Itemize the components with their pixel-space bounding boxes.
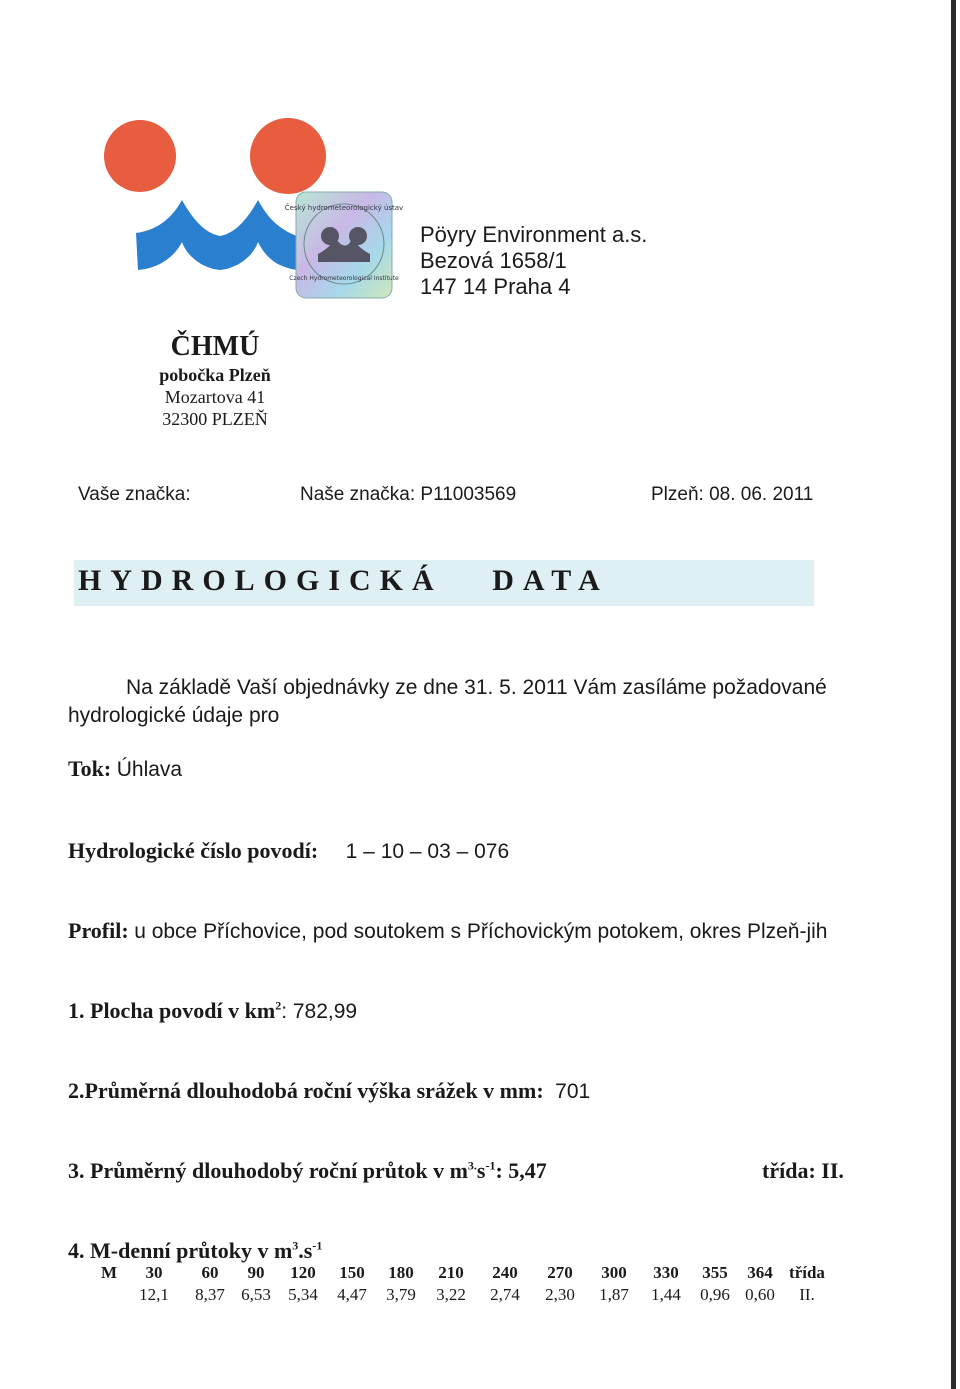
- m-header-row: [96, 1262, 834, 1284]
- mdenni-sup1: 3: [292, 1238, 299, 1253]
- m-value-cell: 1,87: [599, 1285, 629, 1304]
- field-hcp: [68, 838, 509, 864]
- seal-text-top: Český hydrometeorologický ústav: [284, 204, 404, 212]
- m-header-cell: 30: [145, 1263, 163, 1282]
- field-mdenni: [68, 1238, 322, 1264]
- m-value-cell: 1,44: [651, 1285, 681, 1304]
- m-header-cell: 364: [747, 1263, 773, 1282]
- m-value-cell: II.: [799, 1285, 815, 1304]
- srazky-value: 701: [555, 1080, 591, 1103]
- prutok-label: 3. Průměrný dlouhodobý roční průtok v m: [68, 1158, 468, 1183]
- m-header-cell: 120: [290, 1263, 316, 1282]
- recipient-company: Pöyry Environment a.s.: [420, 222, 648, 247]
- m-value-cell: 3,79: [386, 1285, 416, 1304]
- mdenni-s: .s: [298, 1238, 313, 1263]
- seal-text-bottom: Czech Hydrometeorological Institute: [289, 275, 399, 282]
- mdenni-sup2: -1: [312, 1238, 323, 1253]
- m-header-cell: 180: [388, 1263, 414, 1282]
- field-prutok: [68, 1158, 547, 1184]
- m-value-cell: 2,74: [490, 1285, 520, 1304]
- recipient-address: [420, 222, 647, 300]
- m-header-cell: 355: [702, 1263, 728, 1282]
- field-plocha: [68, 998, 357, 1024]
- hcp-label: Hydrologické číslo povodí:: [68, 838, 319, 863]
- m-header-cell: M: [100, 1263, 118, 1282]
- m-header-cell: 210: [438, 1263, 464, 1282]
- title-part2: DATA: [492, 564, 609, 597]
- title-part1: HYDROLOGICKÁ: [78, 564, 443, 597]
- m-value-cell: 8,37: [195, 1285, 225, 1304]
- field-trida: [762, 1158, 844, 1184]
- prutok-value: : 5,47: [495, 1158, 547, 1183]
- tok-value: Úhlava: [116, 758, 183, 781]
- m-header-cell: 90: [247, 1263, 265, 1282]
- recipient-street: Bezová 1658/1: [420, 248, 567, 273]
- m-header-cell: 60: [201, 1263, 219, 1282]
- m-value-cell: 5,34: [288, 1285, 318, 1304]
- sender-name: ČHMÚ: [170, 331, 260, 362]
- m-value-cell: 12,1: [139, 1285, 169, 1304]
- intro-line-2: hydrologické údaje pro: [68, 704, 280, 727]
- m-value-cell: 6,53: [241, 1285, 271, 1304]
- prutok-sup2: -1: [485, 1158, 496, 1173]
- sender-address: [140, 330, 290, 430]
- m-header-cell: 330: [653, 1263, 679, 1282]
- our-reference: Naše značka: P11003569: [300, 484, 517, 505]
- recipient-city: 147 14 Praha 4: [420, 274, 571, 299]
- field-profil: [68, 918, 828, 944]
- plocha-sup: 2: [275, 998, 282, 1013]
- plocha-value: : 782,99: [281, 1000, 358, 1023]
- place-date: Plzeň: 08. 06. 2011: [651, 484, 814, 505]
- sender-street: Mozartova 41: [164, 387, 266, 407]
- srazky-label: 2.Průměrná dlouhodobá roční výška srážek v mm:: [68, 1078, 544, 1103]
- m-header-cell: 300: [601, 1263, 627, 1282]
- sender-city: 32300 PLZEŇ: [162, 409, 268, 429]
- profil-label: Profil:: [68, 918, 129, 943]
- mdenni-label: 4. M-denní průtoky v m: [68, 1238, 293, 1263]
- trida-label: třída: II.: [762, 1158, 844, 1183]
- field-srazky: [68, 1078, 590, 1104]
- m-value-cell: 4,47: [337, 1285, 367, 1304]
- prutok-sup1: 3.: [467, 1158, 477, 1173]
- prutok-s: s: [476, 1158, 486, 1183]
- tok-label: Tok:: [68, 756, 112, 781]
- m-header-cell: 270: [547, 1263, 573, 1282]
- m-value-cell: 0,96: [700, 1285, 730, 1304]
- m-value-cell: 0,60: [745, 1285, 775, 1304]
- logo-left-circle: [104, 120, 176, 192]
- intro-line-1: Na základě Vaší objednávky ze dne 31. 5. 2011 Vám zasíláme požadované: [126, 676, 827, 699]
- your-reference: Vaše značka:: [78, 484, 191, 505]
- field-tok: [68, 756, 182, 782]
- m-value-cell: 2,30: [545, 1285, 575, 1304]
- m-header-cell: třída: [789, 1263, 825, 1282]
- chmi-seal-icon: [284, 190, 404, 300]
- document-title: [78, 564, 609, 598]
- m-header-cell: 240: [492, 1263, 518, 1282]
- profil-value: u obce Příchovice, pod soutokem s Příchovickým potokem, okres Plzeň-jih: [134, 920, 828, 943]
- m-value-cell: [96, 1284, 122, 1306]
- page-edge: [951, 0, 956, 1389]
- sender-branch: pobočka Plzeň: [159, 365, 271, 385]
- plocha-label: 1. Plocha povodí v km: [68, 998, 276, 1023]
- m-daily-table: [96, 1262, 834, 1306]
- hcp-value: 1 – 10 – 03 – 076: [345, 840, 510, 863]
- m-header-cell: 150: [339, 1263, 365, 1282]
- logo-right-circle: [250, 118, 326, 194]
- m-value-cell: 3,22: [436, 1285, 466, 1304]
- m-value-row: [96, 1284, 834, 1306]
